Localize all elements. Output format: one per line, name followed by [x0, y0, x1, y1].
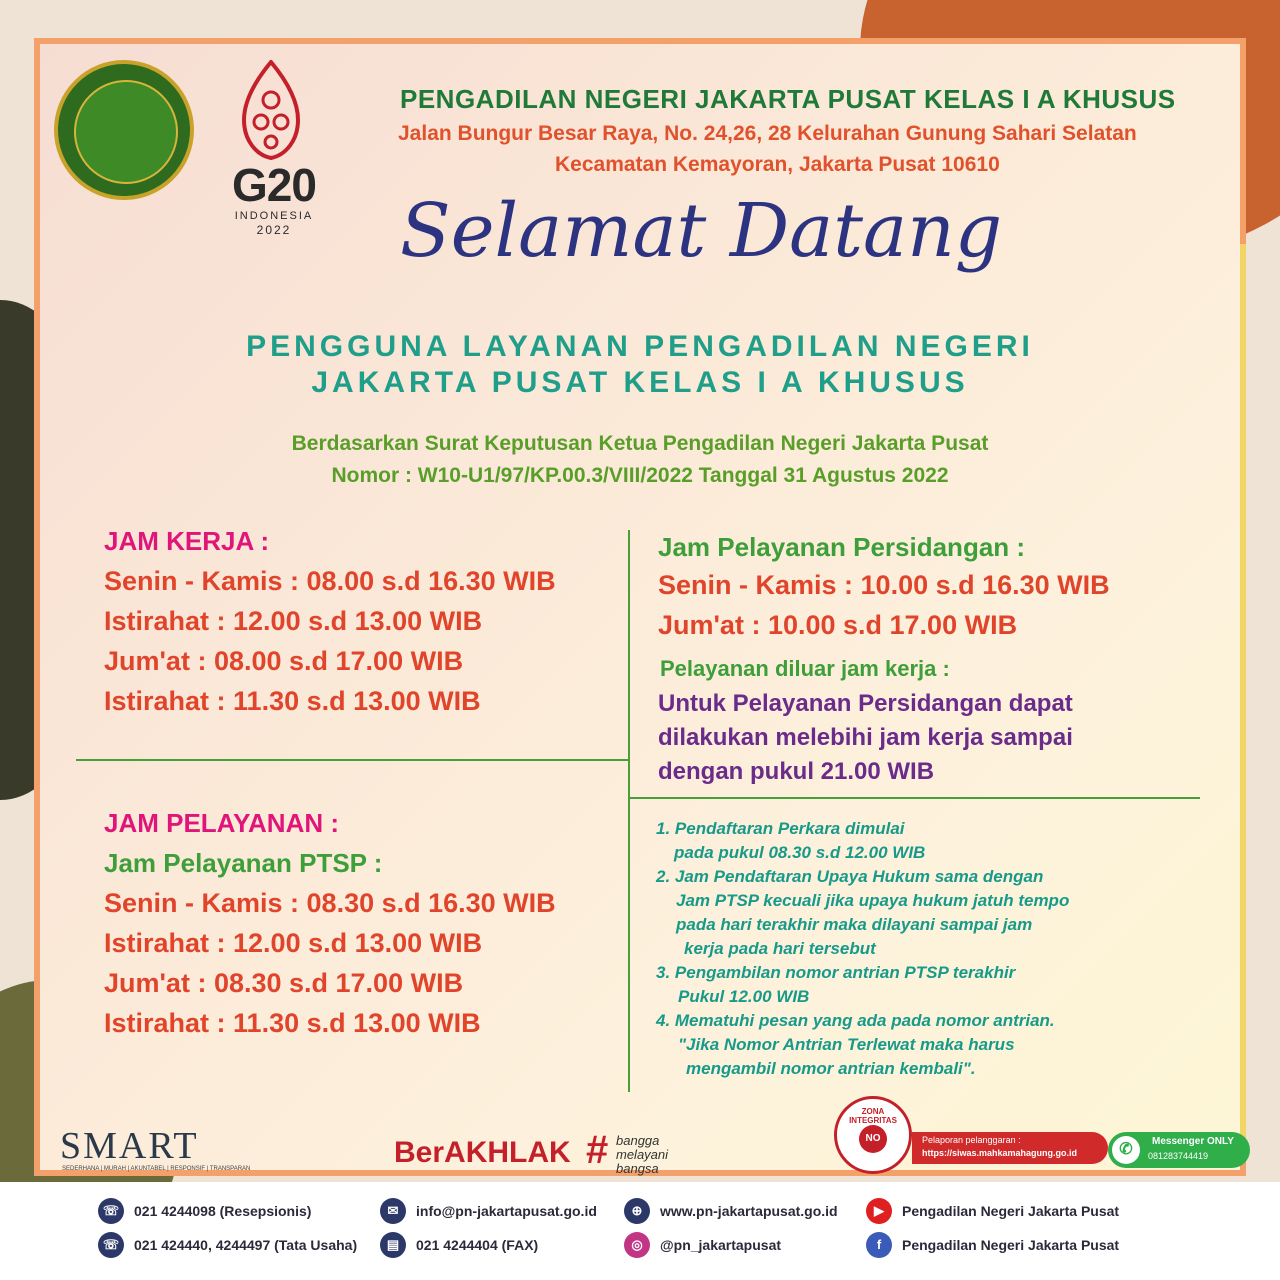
smart-tagline: SEDERHANA | MURAH | AKUNTABEL | RESPONSIF | TRANSPARAN: [62, 1166, 251, 1172]
subtitle-line-2: JAKARTA PUSAT KELAS I A KHUSUS: [311, 366, 969, 399]
report-violation-banner[interactable]: [912, 1132, 1108, 1164]
globe-icon: ⊕: [624, 1198, 650, 1224]
phone-reception[interactable]: ☏ 021 4244098 (Resepsionis): [98, 1198, 311, 1224]
left-divider: [76, 759, 628, 761]
fax-number: ▤ 021 4244404 (FAX): [380, 1232, 538, 1258]
instagram-icon: ◎: [624, 1232, 650, 1258]
note-line: Jam PTSP kecuali jika upaya hukum jatuh tempo: [676, 891, 1070, 910]
address-line-1: Jalan Bungur Besar Raya, No. 24,26, 28 Kelurahan Gunung Sahari Selatan: [398, 122, 1137, 145]
g20-name: G20: [232, 159, 316, 211]
fax-icon: ▤: [380, 1232, 406, 1258]
note-line: pada hari terakhir maka dilayani sampai jam: [676, 915, 1033, 934]
note-line: 1. Pendaftaran Perkara dimulai: [656, 819, 905, 838]
whatsapp-banner[interactable]: [1108, 1132, 1250, 1168]
email-link[interactable]: ✉ info@pn-jakartapusat.go.id: [380, 1198, 597, 1224]
messenger-label: Messenger ONLY: [1152, 1136, 1234, 1147]
outside-hours-title: Pelayanan diluar jam kerja :: [660, 656, 950, 681]
note-line: "Jika Nomor Antrian Terlewat maka harus: [678, 1035, 1015, 1054]
youtube-link[interactable]: ▶ Pengadilan Negeri Jakarta Pusat: [866, 1198, 1119, 1224]
persidangan-title: Jam Pelayanan Persidangan :: [658, 532, 1026, 562]
jam-kerja-line: Jum'at : 08.00 s.d 17.00 WIB: [104, 646, 464, 676]
note-line: 4. Mematuhi pesan yang ada pada nomor antrian.: [656, 1011, 1055, 1030]
court-seal-logo: [54, 60, 194, 200]
vertical-divider: [628, 530, 630, 1092]
g20-logo: [214, 60, 334, 237]
jam-kerja-line: Istirahat : 11.30 s.d 13.00 WIB: [104, 686, 481, 716]
zona-integritas-logo: ZONA INTEGRITAS NO: [834, 1096, 912, 1174]
facebook-link[interactable]: f Pengadilan Negeri Jakarta Pusat: [866, 1232, 1119, 1258]
jam-kerja-line: Senin - Kamis : 08.00 s.d 16.30 WIB: [104, 566, 556, 596]
messenger-number: 081283744419: [1148, 1151, 1209, 1161]
report-label: Pelaporan pelanggaran :: [922, 1135, 1021, 1145]
subtitle-line-1: PENGGUNA LAYANAN PENGADILAN NEGERI: [246, 330, 1034, 363]
bangga-melayani-bangsa: bangga melayani bangsa: [616, 1133, 669, 1176]
persidangan-line: Senin - Kamis : 10.00 s.d 16.30 WIB: [658, 570, 1110, 600]
ptsp-subtitle: Jam Pelayanan PTSP :: [104, 848, 383, 878]
youtube-icon: ▶: [866, 1198, 892, 1224]
facebook-icon: f: [866, 1232, 892, 1258]
jam-pelayanan-title: JAM PELAYANAN :: [104, 808, 340, 838]
g20-country: INDONESIA: [234, 210, 314, 222]
g20-gunungan-icon: [236, 60, 306, 160]
outside-hours-line: dengan pukul 21.00 WIB: [658, 758, 935, 785]
decree-line-1: Berdasarkan Surat Keputusan Ketua Pengadilan Negeri Jakarta Pusat: [291, 432, 989, 455]
note-line: pada pukul 08.30 s.d 12.00 WIB: [674, 843, 926, 862]
website-link[interactable]: ⊕ www.pn-jakartapusat.go.id: [624, 1198, 838, 1224]
report-url[interactable]: https://siwas.mahkamahagung.go.id: [922, 1148, 1078, 1158]
pelayanan-line: Senin - Kamis : 08.30 s.d 16.30 WIB: [104, 888, 556, 918]
whatsapp-icon: ✆: [1112, 1136, 1140, 1164]
note-line: mengambil nomor antrian kembali".: [686, 1059, 976, 1078]
persidangan-line: Jum'at : 10.00 s.d 17.00 WIB: [658, 610, 1018, 640]
note-line: kerja pada hari tersebut: [684, 939, 876, 958]
smart-logo: SMART: [60, 1125, 199, 1167]
address-line-2: Kecamatan Kemayoran, Jakarta Pusat 10610: [555, 153, 1000, 176]
email-icon: ✉: [380, 1198, 406, 1224]
hashtag-icon: #: [586, 1128, 609, 1172]
outside-hours-line: Untuk Pelayanan Persidangan dapat: [658, 690, 1073, 717]
footer: [0, 1182, 1280, 1280]
phone-office[interactable]: ☏ 021 424440, 4244497 (Tata Usaha): [98, 1232, 357, 1258]
pelayanan-line: Istirahat : 12.00 s.d 13.00 WIB: [104, 928, 483, 958]
phone-icon: ☏: [98, 1232, 124, 1258]
institution-name: PENGADILAN NEGERI JAKARTA PUSAT KELAS I A KHUSUS: [400, 84, 1176, 114]
decree-line-2: Nomor : W10-U1/97/KP.00.3/VIII/2022 Tanggal 31 Agustus 2022: [331, 464, 949, 487]
berakhlak-logo: BerAKHLAK: [394, 1136, 571, 1169]
phone-icon: ☏: [98, 1198, 124, 1224]
right-divider: [628, 797, 1200, 799]
note-line: 3. Pengambilan nomor antrian PTSP terakhir: [656, 963, 1016, 982]
g20-year: 2022: [256, 223, 292, 237]
note-line: Pukul 12.00 WIB: [678, 987, 810, 1006]
jam-kerja-title: JAM KERJA :: [104, 526, 270, 556]
pelayanan-line: Istirahat : 11.30 s.d 13.00 WIB: [104, 1008, 481, 1038]
instagram-link[interactable]: ◎ @pn_jakartapusat: [624, 1232, 781, 1258]
outside-hours-line: dilakukan melebihi jam kerja sampai: [658, 724, 1073, 751]
jam-kerja-line: Istirahat : 12.00 s.d 13.00 WIB: [104, 606, 483, 636]
pelayanan-line: Jum'at : 08.30 s.d 17.00 WIB: [104, 968, 464, 998]
welcome-title: Selamat Datang: [400, 188, 1003, 274]
note-line: 2. Jam Pendaftaran Upaya Hukum sama dengan: [656, 867, 1044, 886]
